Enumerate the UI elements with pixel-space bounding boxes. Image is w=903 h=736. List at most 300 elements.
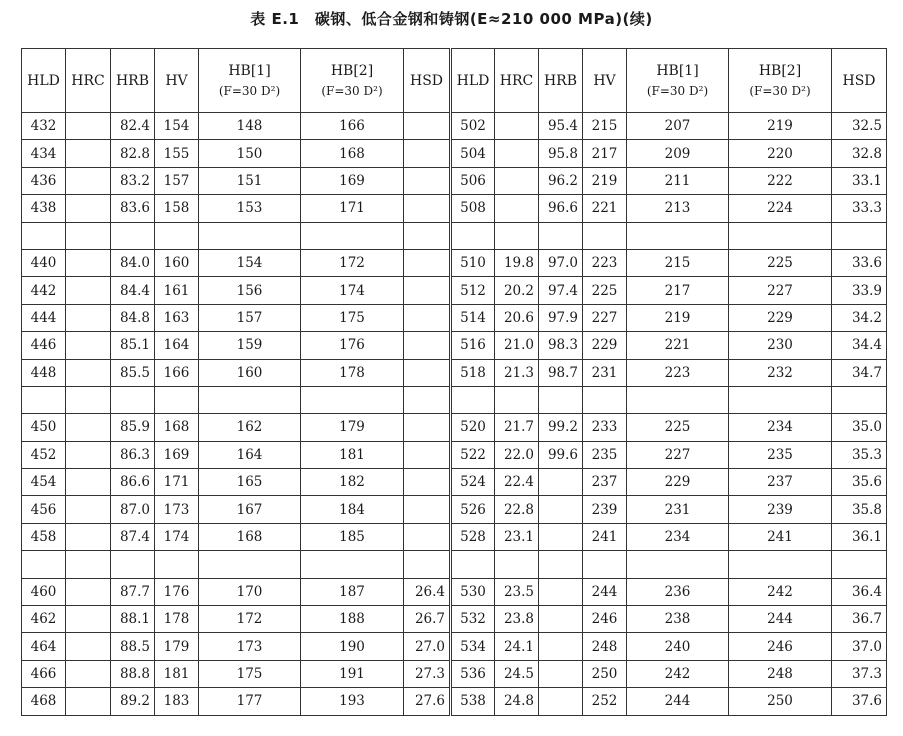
table-cell: 174 [155, 523, 199, 550]
table-cell: 27.0 [404, 633, 451, 660]
table-cell [404, 496, 451, 523]
table-cell: 175 [301, 304, 404, 331]
table-cell: 460 [22, 578, 66, 605]
table-cell: 234 [627, 523, 729, 550]
table-cell [66, 304, 111, 331]
empty-cell [155, 222, 199, 249]
table-cell: 159 [199, 332, 301, 359]
table-cell: 98.7 [539, 359, 583, 386]
table-cell: 175 [199, 660, 301, 687]
empty-cell [66, 551, 111, 578]
table-cell: 20.2 [495, 277, 539, 304]
table-cell: 244 [583, 578, 627, 605]
table-cell [404, 304, 451, 331]
table-row [22, 578, 887, 605]
table-cell: 538 [451, 688, 495, 715]
table-cell: 99.2 [539, 414, 583, 441]
table-cell: 88.1 [111, 606, 155, 633]
empty-cell [404, 386, 451, 413]
empty-cell [451, 222, 495, 249]
header-hb2-name-right: HB[2] [758, 62, 802, 79]
header-hrb-right: HRB [539, 49, 583, 113]
hardness-conversion-table [21, 48, 887, 716]
table-cell: 184 [301, 496, 404, 523]
table-cell: 209 [627, 140, 729, 167]
table-cell: 181 [301, 441, 404, 468]
table-cell [404, 523, 451, 550]
table-cell: 96.6 [539, 195, 583, 222]
table-cell: 21.0 [495, 332, 539, 359]
table-cell: 82.8 [111, 140, 155, 167]
table-cell: 522 [451, 441, 495, 468]
table-cell: 211 [627, 167, 729, 194]
table-cell: 220 [729, 140, 832, 167]
table-cell: 36.1 [832, 523, 887, 550]
table-cell: 87.0 [111, 496, 155, 523]
table-cell [539, 469, 583, 496]
table-cell: 248 [583, 633, 627, 660]
table-cell: 154 [199, 249, 301, 276]
table-cell: 171 [155, 469, 199, 496]
table-cell: 162 [199, 414, 301, 441]
table-cell: 23.8 [495, 606, 539, 633]
table-cell: 182 [301, 469, 404, 496]
table-cell: 440 [22, 249, 66, 276]
table-cell: 235 [583, 441, 627, 468]
table-cell: 231 [583, 359, 627, 386]
empty-cell [495, 386, 539, 413]
table-row [22, 660, 887, 687]
table-cell [66, 113, 111, 140]
table-cell: 24.8 [495, 688, 539, 715]
table-cell [66, 606, 111, 633]
table-cell: 36.7 [832, 606, 887, 633]
table-cell [495, 140, 539, 167]
empty-cell [729, 222, 832, 249]
table-cell: 85.5 [111, 359, 155, 386]
table-cell: 252 [583, 688, 627, 715]
table-cell: 178 [155, 606, 199, 633]
table-cell: 97.4 [539, 277, 583, 304]
header-hb1-name-right: HB[1] [656, 62, 699, 79]
table-cell: 172 [199, 606, 301, 633]
table-cell: 33.1 [832, 167, 887, 194]
header-hld-right: HLD [451, 49, 495, 113]
table-cell: 438 [22, 195, 66, 222]
table-cell: 35.0 [832, 414, 887, 441]
table-cell: 87.4 [111, 523, 155, 550]
table-cell: 98.3 [539, 332, 583, 359]
table-cell [66, 469, 111, 496]
table-row [22, 332, 887, 359]
table-cell: 156 [199, 277, 301, 304]
table-cell [404, 249, 451, 276]
table-cell: 516 [451, 332, 495, 359]
table-cell: 34.2 [832, 304, 887, 331]
table-cell: 536 [451, 660, 495, 687]
table-cell: 178 [301, 359, 404, 386]
table-cell: 239 [583, 496, 627, 523]
table-cell: 82.4 [111, 113, 155, 140]
table-cell: 242 [729, 578, 832, 605]
empty-cell [66, 222, 111, 249]
table-cell: 22.0 [495, 441, 539, 468]
table-cell: 168 [301, 140, 404, 167]
table-cell: 235 [729, 441, 832, 468]
table-cell: 454 [22, 469, 66, 496]
empty-cell [199, 386, 301, 413]
table-cell [404, 277, 451, 304]
table-cell: 89.2 [111, 688, 155, 715]
table-row [22, 469, 887, 496]
table-cell: 506 [451, 167, 495, 194]
table-cell: 37.3 [832, 660, 887, 687]
table-cell: 232 [729, 359, 832, 386]
table-cell: 442 [22, 277, 66, 304]
table-cell [404, 469, 451, 496]
table-cell: 169 [301, 167, 404, 194]
table-cell: 468 [22, 688, 66, 715]
header-hb2-right [729, 49, 832, 113]
table-cell: 22.4 [495, 469, 539, 496]
table-cell: 466 [22, 660, 66, 687]
header-hb1-formula-right: (F=30 D²) [646, 83, 709, 98]
header-hrc-right: HRC [495, 49, 539, 113]
table-cell: 157 [155, 167, 199, 194]
table-cell [66, 277, 111, 304]
empty-cell [495, 551, 539, 578]
table-cell: 85.9 [111, 414, 155, 441]
table-cell: 164 [199, 441, 301, 468]
header-hb1-name: HB[1] [228, 62, 271, 79]
table-cell: 237 [583, 469, 627, 496]
table-cell: 250 [583, 660, 627, 687]
table-cell: 236 [627, 578, 729, 605]
table-cell: 168 [155, 414, 199, 441]
table-cell: 217 [627, 277, 729, 304]
table-cell [404, 359, 451, 386]
table-cell: 97.9 [539, 304, 583, 331]
table-row [22, 277, 887, 304]
table-title: 表 E.1 碳钢、低合金钢和铸钢(E≈210 000 MPa)(续) [250, 10, 653, 28]
header-hrb: HRB [111, 49, 155, 113]
table-cell: 528 [451, 523, 495, 550]
empty-cell [199, 551, 301, 578]
table-cell: 168 [199, 523, 301, 550]
table-cell: 190 [301, 633, 404, 660]
table-cell [66, 523, 111, 550]
table-cell: 86.3 [111, 441, 155, 468]
table-cell: 86.6 [111, 469, 155, 496]
table-cell [404, 414, 451, 441]
table-cell: 157 [199, 304, 301, 331]
table-cell: 244 [729, 606, 832, 633]
table-row [22, 249, 887, 276]
table-cell: 448 [22, 359, 66, 386]
table-cell: 242 [627, 660, 729, 687]
table-cell [539, 633, 583, 660]
table-cell: 241 [729, 523, 832, 550]
table-cell: 160 [199, 359, 301, 386]
empty-cell [583, 386, 627, 413]
table-cell: 161 [155, 277, 199, 304]
table-cell: 504 [451, 140, 495, 167]
table-cell: 227 [583, 304, 627, 331]
empty-cell [301, 386, 404, 413]
table-cell: 532 [451, 606, 495, 633]
table-cell: 27.6 [404, 688, 451, 715]
header-hv: HV [155, 49, 199, 113]
empty-cell [22, 551, 66, 578]
table-cell: 241 [583, 523, 627, 550]
header-hv-right: HV [583, 49, 627, 113]
table-cell [66, 167, 111, 194]
table-cell: 166 [301, 113, 404, 140]
table-cell: 534 [451, 633, 495, 660]
table-cell [495, 167, 539, 194]
table-cell [66, 332, 111, 359]
table-cell: 520 [451, 414, 495, 441]
table-cell: 432 [22, 113, 66, 140]
table-cell: 172 [301, 249, 404, 276]
table-cell: 95.4 [539, 113, 583, 140]
table-row [22, 140, 887, 167]
table-cell: 24.5 [495, 660, 539, 687]
header-hld: HLD [22, 49, 66, 113]
table-cell: 23.5 [495, 578, 539, 605]
header-hsd-right: HSD [832, 49, 887, 113]
table-cell: 176 [155, 578, 199, 605]
header-hrc: HRC [66, 49, 111, 113]
table-cell: 22.8 [495, 496, 539, 523]
table-cell: 464 [22, 633, 66, 660]
table-cell: 246 [729, 633, 832, 660]
header-hb1-right [627, 49, 729, 113]
empty-cell [155, 386, 199, 413]
table-cell [404, 195, 451, 222]
table-cell: 165 [199, 469, 301, 496]
table-cell: 32.5 [832, 113, 887, 140]
table-cell: 240 [627, 633, 729, 660]
table-cell: 95.8 [539, 140, 583, 167]
table-cell: 230 [729, 332, 832, 359]
table-cell: 514 [451, 304, 495, 331]
table-cell: 231 [627, 496, 729, 523]
table-cell [66, 249, 111, 276]
table-row [22, 113, 887, 140]
table-cell: 223 [583, 249, 627, 276]
table-cell: 85.1 [111, 332, 155, 359]
table-cell [404, 441, 451, 468]
table-cell: 154 [155, 113, 199, 140]
table-cell: 221 [627, 332, 729, 359]
table-cell [539, 606, 583, 633]
table-cell: 84.0 [111, 249, 155, 276]
table-cell: 444 [22, 304, 66, 331]
empty-cell [155, 551, 199, 578]
table-cell: 26.4 [404, 578, 451, 605]
group-spacer-row [22, 386, 887, 413]
table-cell: 37.0 [832, 633, 887, 660]
table-cell: 19.8 [495, 249, 539, 276]
table-cell: 227 [627, 441, 729, 468]
group-spacer-row [22, 222, 887, 249]
table-cell: 151 [199, 167, 301, 194]
table-cell: 223 [627, 359, 729, 386]
table-cell: 227 [729, 277, 832, 304]
table-cell: 219 [729, 113, 832, 140]
table-cell [66, 140, 111, 167]
empty-cell [832, 551, 887, 578]
table-cell: 188 [301, 606, 404, 633]
table-cell: 35.3 [832, 441, 887, 468]
empty-cell [301, 222, 404, 249]
empty-cell [22, 386, 66, 413]
table-cell: 512 [451, 277, 495, 304]
table-row [22, 414, 887, 441]
table-cell: 164 [155, 332, 199, 359]
table-cell [66, 414, 111, 441]
table-cell: 191 [301, 660, 404, 687]
table-cell [404, 113, 451, 140]
table-cell: 222 [729, 167, 832, 194]
table-cell: 97.0 [539, 249, 583, 276]
empty-cell [729, 551, 832, 578]
table-cell: 36.4 [832, 578, 887, 605]
table-cell [66, 496, 111, 523]
table-cell: 183 [155, 688, 199, 715]
table-cell: 155 [155, 140, 199, 167]
table-cell: 217 [583, 140, 627, 167]
table-cell: 83.6 [111, 195, 155, 222]
table-cell: 24.1 [495, 633, 539, 660]
table-cell: 238 [627, 606, 729, 633]
table-cell: 446 [22, 332, 66, 359]
header-hb1-formula: (F=30 D²) [218, 83, 281, 98]
empty-cell [451, 551, 495, 578]
empty-cell [627, 551, 729, 578]
table-cell: 20.6 [495, 304, 539, 331]
table-cell: 508 [451, 195, 495, 222]
table-cell: 34.4 [832, 332, 887, 359]
header-hb2-name: HB[2] [330, 62, 374, 79]
empty-cell [539, 386, 583, 413]
table-cell [66, 441, 111, 468]
table-cell: 502 [451, 113, 495, 140]
table-row [22, 523, 887, 550]
table-cell: 234 [729, 414, 832, 441]
table-cell: 37.6 [832, 688, 887, 715]
table-cell: 167 [199, 496, 301, 523]
table-cell: 177 [199, 688, 301, 715]
table-cell: 166 [155, 359, 199, 386]
table-cell [66, 578, 111, 605]
table-cell: 148 [199, 113, 301, 140]
table-cell [404, 140, 451, 167]
table-cell: 510 [451, 249, 495, 276]
table-cell: 225 [627, 414, 729, 441]
table-cell [539, 523, 583, 550]
table-cell: 150 [199, 140, 301, 167]
table-cell: 84.4 [111, 277, 155, 304]
table-cell: 530 [451, 578, 495, 605]
table-cell: 229 [729, 304, 832, 331]
table-cell [66, 660, 111, 687]
table-cell: 225 [729, 249, 832, 276]
table-cell: 462 [22, 606, 66, 633]
empty-cell [583, 222, 627, 249]
table-cell [66, 633, 111, 660]
empty-cell [729, 386, 832, 413]
table-cell: 87.7 [111, 578, 155, 605]
table-row [22, 167, 887, 194]
table-cell: 21.3 [495, 359, 539, 386]
table-cell: 450 [22, 414, 66, 441]
table-cell: 88.5 [111, 633, 155, 660]
table-row [22, 496, 887, 523]
table-cell: 169 [155, 441, 199, 468]
empty-cell [301, 551, 404, 578]
header-row [22, 49, 887, 113]
table-cell: 229 [583, 332, 627, 359]
table-cell: 244 [627, 688, 729, 715]
table-cell [495, 195, 539, 222]
table-cell: 225 [583, 277, 627, 304]
table-cell: 436 [22, 167, 66, 194]
table-cell: 176 [301, 332, 404, 359]
table-cell: 181 [155, 660, 199, 687]
empty-cell [404, 551, 451, 578]
table-cell: 458 [22, 523, 66, 550]
table-cell: 158 [155, 195, 199, 222]
header-hb2-formula-right: (F=30 D²) [749, 83, 811, 98]
table-cell: 518 [451, 359, 495, 386]
table-cell: 153 [199, 195, 301, 222]
empty-cell [66, 386, 111, 413]
table-cell: 33.6 [832, 249, 887, 276]
table-cell: 248 [729, 660, 832, 687]
table-cell: 213 [627, 195, 729, 222]
empty-cell [451, 386, 495, 413]
header-hb2 [301, 49, 404, 113]
empty-cell [539, 551, 583, 578]
header-hsd: HSD [404, 49, 451, 113]
table-cell: 33.3 [832, 195, 887, 222]
table-cell: 35.6 [832, 469, 887, 496]
table-cell: 170 [199, 578, 301, 605]
table-cell [66, 359, 111, 386]
table-cell: 171 [301, 195, 404, 222]
table-cell: 215 [583, 113, 627, 140]
table-cell: 219 [627, 304, 729, 331]
table-cell: 434 [22, 140, 66, 167]
table-cell: 452 [22, 441, 66, 468]
table-cell: 193 [301, 688, 404, 715]
table-cell: 174 [301, 277, 404, 304]
empty-cell [111, 386, 155, 413]
table-cell: 215 [627, 249, 729, 276]
table-cell: 88.8 [111, 660, 155, 687]
table-cell: 21.7 [495, 414, 539, 441]
table-cell [66, 195, 111, 222]
table-cell: 34.7 [832, 359, 887, 386]
table-cell: 207 [627, 113, 729, 140]
table-cell: 185 [301, 523, 404, 550]
empty-cell [404, 222, 451, 249]
table-cell: 23.1 [495, 523, 539, 550]
table-cell [539, 688, 583, 715]
empty-cell [583, 551, 627, 578]
